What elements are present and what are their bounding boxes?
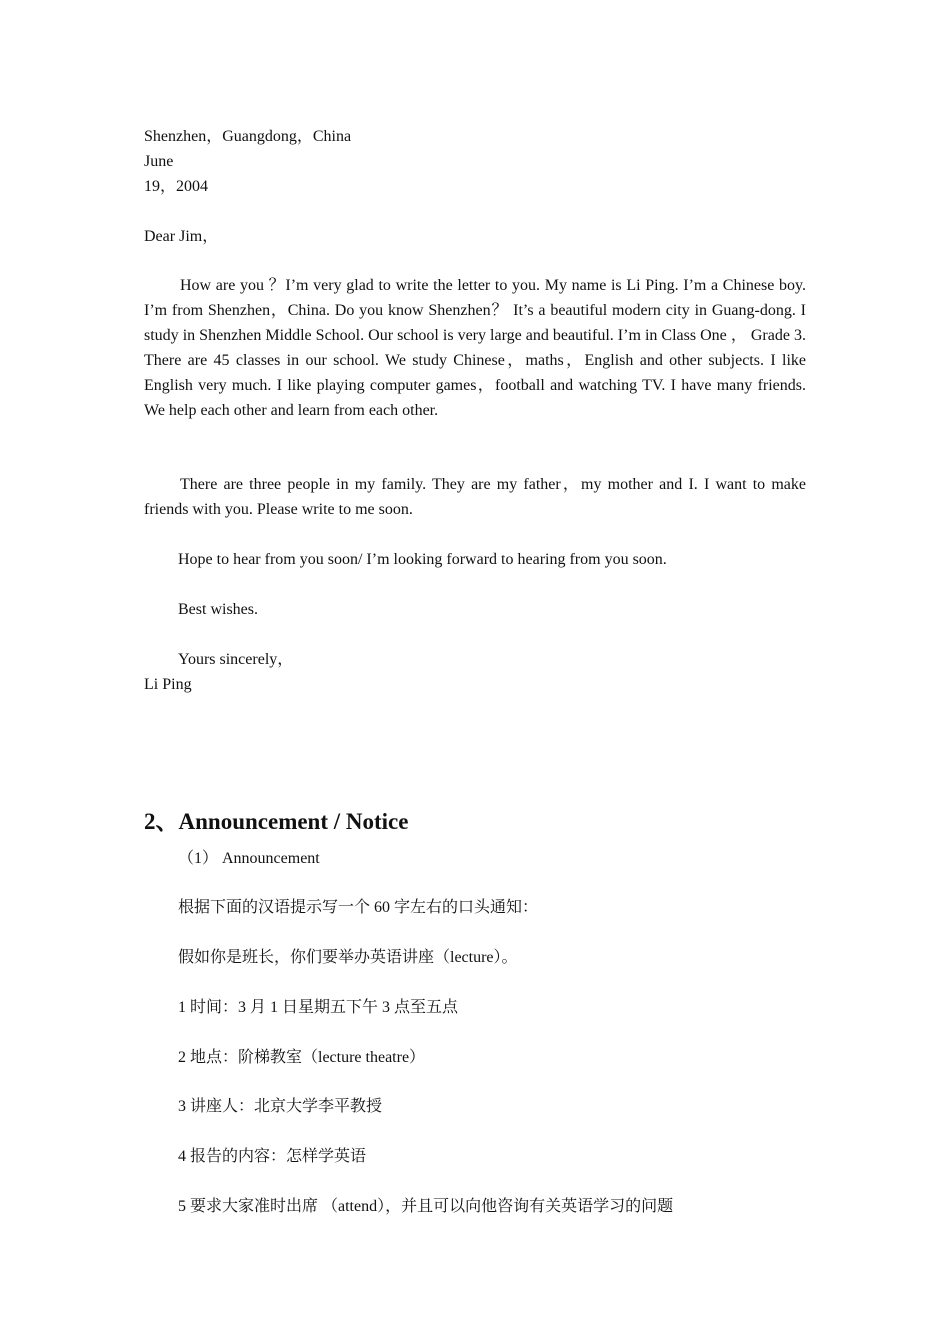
list-item: 5 要求大家准时出席 （attend），并且可以向他咨询有关英语学习的问题 — [178, 1198, 674, 1215]
letter-address: Shenzhen，Guangdong，China — [144, 128, 352, 145]
letter-hope-line: Hope to hear from you soon/ I’m looking forward to hearing from you soon. — [178, 551, 667, 568]
letter-date-month: June — [144, 153, 174, 170]
list-item: 3 讲座人：北京大学李平教授 — [178, 1098, 383, 1115]
section-sub-heading: （1） Announcement — [178, 850, 320, 867]
list-item: 4 报告的内容：怎样学英语 — [178, 1148, 367, 1165]
letter-paragraph-1: How are you ？I’m very glad to write the letter to you. My name is Li Ping. I’m a Chinese boy. I’m from Shenzhen，China. Do you know Shenzhen？ It’s a beautiful modern city in Guang-dong. I study in Shenzhen Middle School. Our school is very large and beautiful. I’m in Class One ， Grade 3. There are 45 classes in our school. We study Chinese，maths，English and other subjects. I like English very much. I like playing computer games，football and watching TV. I have many friends. We help each other and learn from each other. — [144, 277, 807, 419]
section-scenario: 假如你是班长，你们要举办英语讲座（lecture）。 — [178, 949, 518, 966]
list-item: 1 时间：3 月 1 日星期五下午 3 点至五点 — [178, 999, 459, 1016]
letter-paragraph-2: There are three people in my family. They are my father，my mother and I. I want to make friends with you. Please write to me soon. — [144, 476, 806, 518]
letter-salutation: Dear Jim， — [144, 228, 219, 245]
section-heading: 2、Announcement / Notice — [144, 809, 409, 834]
section-instruction: 根据下面的汉语提示写一个 60 字左右的口头通知： — [178, 899, 539, 916]
letter-best-wishes: Best wishes. — [178, 601, 258, 618]
letter-date-day-year: 19，2004 — [144, 178, 209, 195]
letter-signature: Li Ping — [144, 676, 192, 693]
list-item: 2 地点：阶梯教室（lecture theatre） — [178, 1049, 426, 1066]
letter-closing: Yours sincerely， — [178, 651, 294, 668]
